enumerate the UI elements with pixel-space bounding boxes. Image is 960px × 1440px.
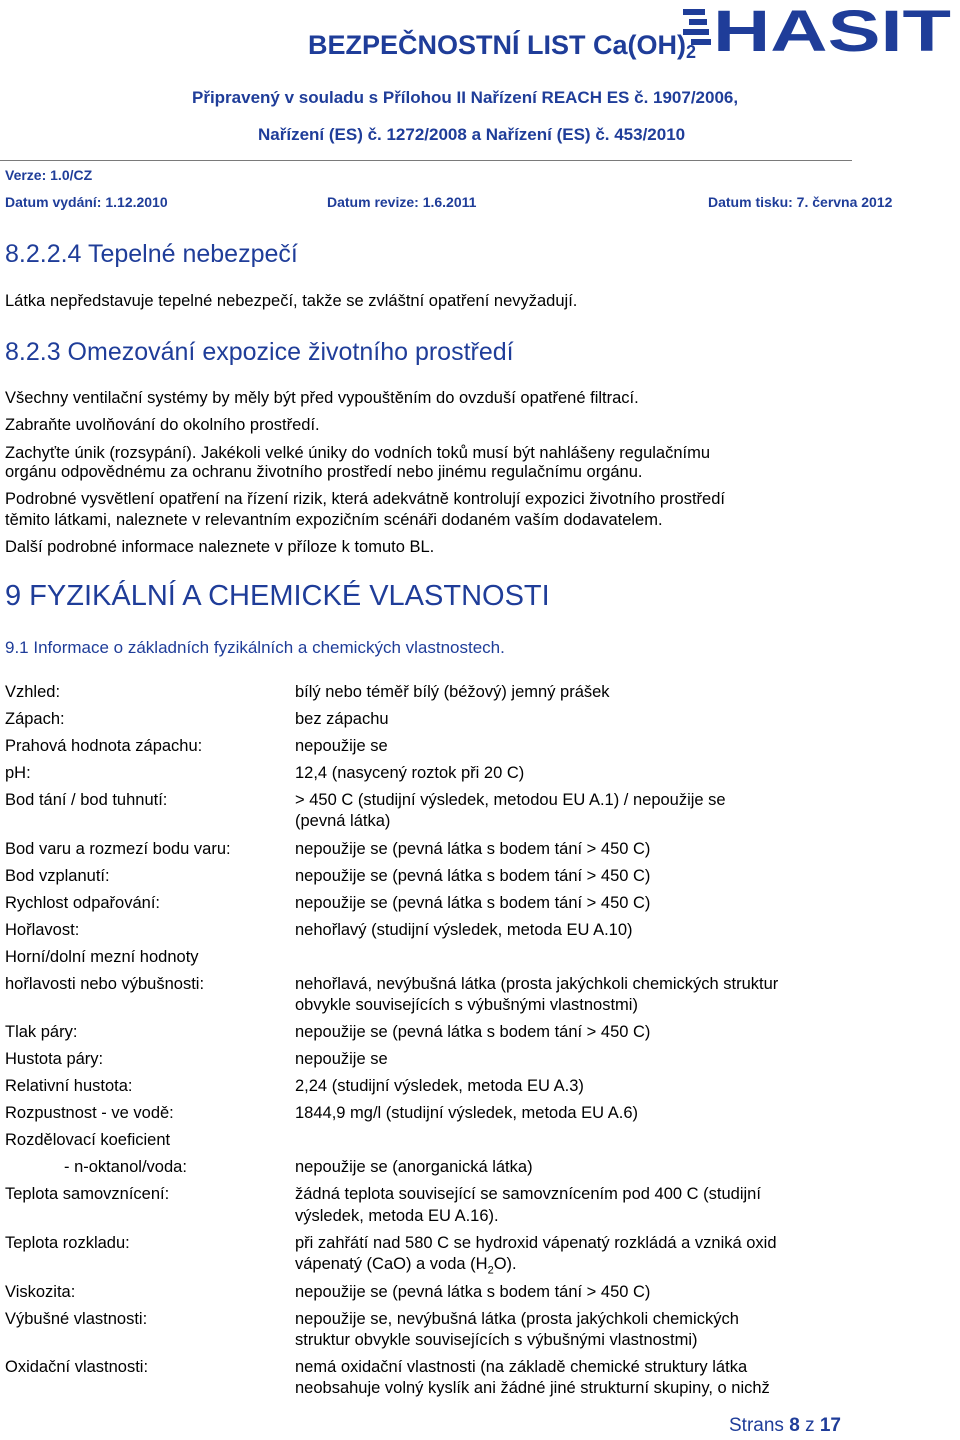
property-label: Teplota rozkladu: <box>5 1234 130 1252</box>
property-label: Teplota samovznícení: <box>5 1185 170 1203</box>
property-label: pH: <box>5 764 31 782</box>
property-label: Rozpustnost - ve vodě: <box>5 1104 174 1122</box>
property-label: Tlak páry: <box>5 1023 78 1041</box>
property-value: nepoužije se (pevná látka s bodem tání > 450 C) <box>295 867 651 885</box>
property-value: nepoužije se (pevná látka s bodem tání > 450 C) <box>295 1023 651 1041</box>
property-value: nepoužije se <box>295 1050 388 1068</box>
page-number <box>729 1415 841 1437</box>
property-value: nepoužije se (pevná látka s bodem tání > 450 C) <box>295 1283 651 1301</box>
section-823-line: Zachyťte únik (rozsypání). Jakékoli velké úniky do vodních toků musí být nahlášeny regulačnímu <box>5 444 711 462</box>
section-823-line: orgánu odpovědnému za ochranu životního prostředí nebo jinému regulačnímu orgánu. <box>5 463 643 481</box>
property-value-continued: obvykle souvisejících s výbušnými vlastnostmi) <box>295 996 638 1014</box>
page-separator: z <box>805 1415 815 1436</box>
property-value: 12,4 (nasycený roztok při 20 C) <box>295 764 525 782</box>
hasit-logo-text: HASIT <box>713 6 951 56</box>
section-823-heading: 8.2.3 Omezování expozice životního prostředí <box>5 338 514 366</box>
property-value: 2,24 (studijní výsledek, metoda EU A.3) <box>295 1077 584 1095</box>
hasit-logo <box>683 6 953 61</box>
property-label: Vzhled: <box>5 683 61 701</box>
property-label: Relativní hustota: <box>5 1077 133 1095</box>
property-label: Bod vzplanutí: <box>5 867 110 885</box>
property-label: Bod varu a rozmezí bodu varu: <box>5 840 231 858</box>
section-823-line: Zabraňte uvolňování do okolního prostředí. <box>5 416 320 434</box>
property-label: Výbušné vlastnosti: <box>5 1310 148 1328</box>
property-label: Oxidační vlastnosti: <box>5 1358 149 1376</box>
property-value: nehořlavá, nevýbušná látka (prosta jakýchkoli chemických struktur <box>295 975 779 993</box>
property-label: Rozdělovací koeficient <box>5 1131 171 1149</box>
property-value-continued: výsledek, metoda EU A.16). <box>295 1207 499 1225</box>
property-value: bez zápachu <box>295 710 389 728</box>
property-label: Rychlost odpařování: <box>5 894 161 912</box>
property-value: > 450 C (studijní výsledek, metodou EU A.1) / nepoužije se <box>295 791 726 809</box>
property-label: Bod tání / bod tuhnutí: <box>5 791 168 809</box>
page-label: Strans <box>729 1415 784 1436</box>
property-label-continued: hořlavosti nebo výbušnosti: <box>5 975 205 993</box>
revision-date: Datum revize: 1.6.2011 <box>327 194 477 210</box>
section-823-line: těmito látkami, naleznete v relevantním expozičním scénáři dodaném vaším dodavatelem. <box>5 511 663 529</box>
property-value: žádná teplota související se samovznícením pod 400 C (studijní <box>295 1185 761 1203</box>
section-823-line: Další podrobné informace naleznete v příloze k tomuto BL. <box>5 538 435 556</box>
property-value: nemá oxidační vlastnosti (na základě chemické struktury látka <box>295 1358 748 1376</box>
property-value: nepoužije se <box>295 737 388 755</box>
property-value: nepoužije se, nevýbušná látka (prosta jakýchkoli chemických <box>295 1310 739 1328</box>
property-label-continued: - n-oktanol/voda: <box>64 1158 187 1176</box>
section-9-heading: 9 FYZIKÁLNÍ A CHEMICKÉ VLASTNOSTI <box>5 580 550 612</box>
hasit-logo-graphic <box>683 6 953 56</box>
property-label: Zápach: <box>5 710 65 728</box>
header-divider <box>0 160 852 161</box>
property-value: při zahřátí nad 580 C se hydroxid vápenatý rozkládá a vzniká oxid <box>295 1234 777 1252</box>
property-label: Hustota páry: <box>5 1050 104 1068</box>
property-value-continued: neobsahuje volný kyslík ani žádné jiné strukturní skupiny, o nichž <box>295 1379 770 1397</box>
issue-date: Datum vydání: 1.12.2010 <box>5 194 168 210</box>
page-total: 17 <box>819 1415 841 1436</box>
regulation-line-2: Nařízení (ES) č. 1272/2008 a Nařízení (ES) č. 453/2010 <box>258 125 686 144</box>
regulation-line-1: Připravený v souladu s Přílohou II Nařízení REACH ES č. 1907/2006, <box>192 88 739 107</box>
property-value: nepoužije se (pevná látka s bodem tání > 450 C) <box>295 894 651 912</box>
property-value: bílý nebo téměř bílý (béžový) jemný prášek <box>295 683 610 701</box>
version-label: Verze: 1.0/CZ <box>5 167 93 183</box>
property-value: 1844,9 mg/l (studijní výsledek, metoda EU A.6) <box>295 1104 639 1122</box>
property-label: Horní/dolní mezní hodnoty <box>5 948 199 966</box>
property-label: Viskozita: <box>5 1283 76 1301</box>
print-date: Datum tisku: 7. června 2012 <box>708 194 893 210</box>
property-label: Hořlavost: <box>5 921 80 939</box>
property-value-continued: struktur obvykle souvisejících s výbušnými vlastnostmi) <box>295 1331 698 1349</box>
section-91-heading: 9.1 Informace o základních fyzikálních a chemických vlastnostech. <box>5 638 505 657</box>
property-label: Prahová hodnota zápachu: <box>5 737 203 755</box>
property-value-continued: (pevná látka) <box>295 812 391 830</box>
section-8224-text: Látka nepředstavuje tepelné nebezpečí, takže se zvláštní opatření nevyžadují. <box>5 292 578 310</box>
property-value: nehořlavý (studijní výsledek, metoda EU A.10) <box>295 921 633 939</box>
document-title: BEZPEČNOSTNÍ LIST $Ca(OH)_2$ <box>308 30 697 62</box>
page-current: 8 <box>789 1415 800 1436</box>
section-823-line: Podrobné vysvětlení opatření na řízení rizik, která adekvátně kontrolují expozici životního prostředí <box>5 490 725 508</box>
property-value-continued: vápenatý (CaO) a voda $(H_2O)$. <box>295 1255 517 1277</box>
section-8224-heading: 8.2.2.4 Tepelné nebezpečí <box>5 240 298 268</box>
property-value: nepoužije se (pevná látka s bodem tání > 450 C) <box>295 840 651 858</box>
property-value: nepoužije se (anorganická látka) <box>295 1158 533 1176</box>
section-823-line: Všechny ventilační systémy by měly být před vypouštěním do ovzduší opatřené filtrací. <box>5 389 639 407</box>
